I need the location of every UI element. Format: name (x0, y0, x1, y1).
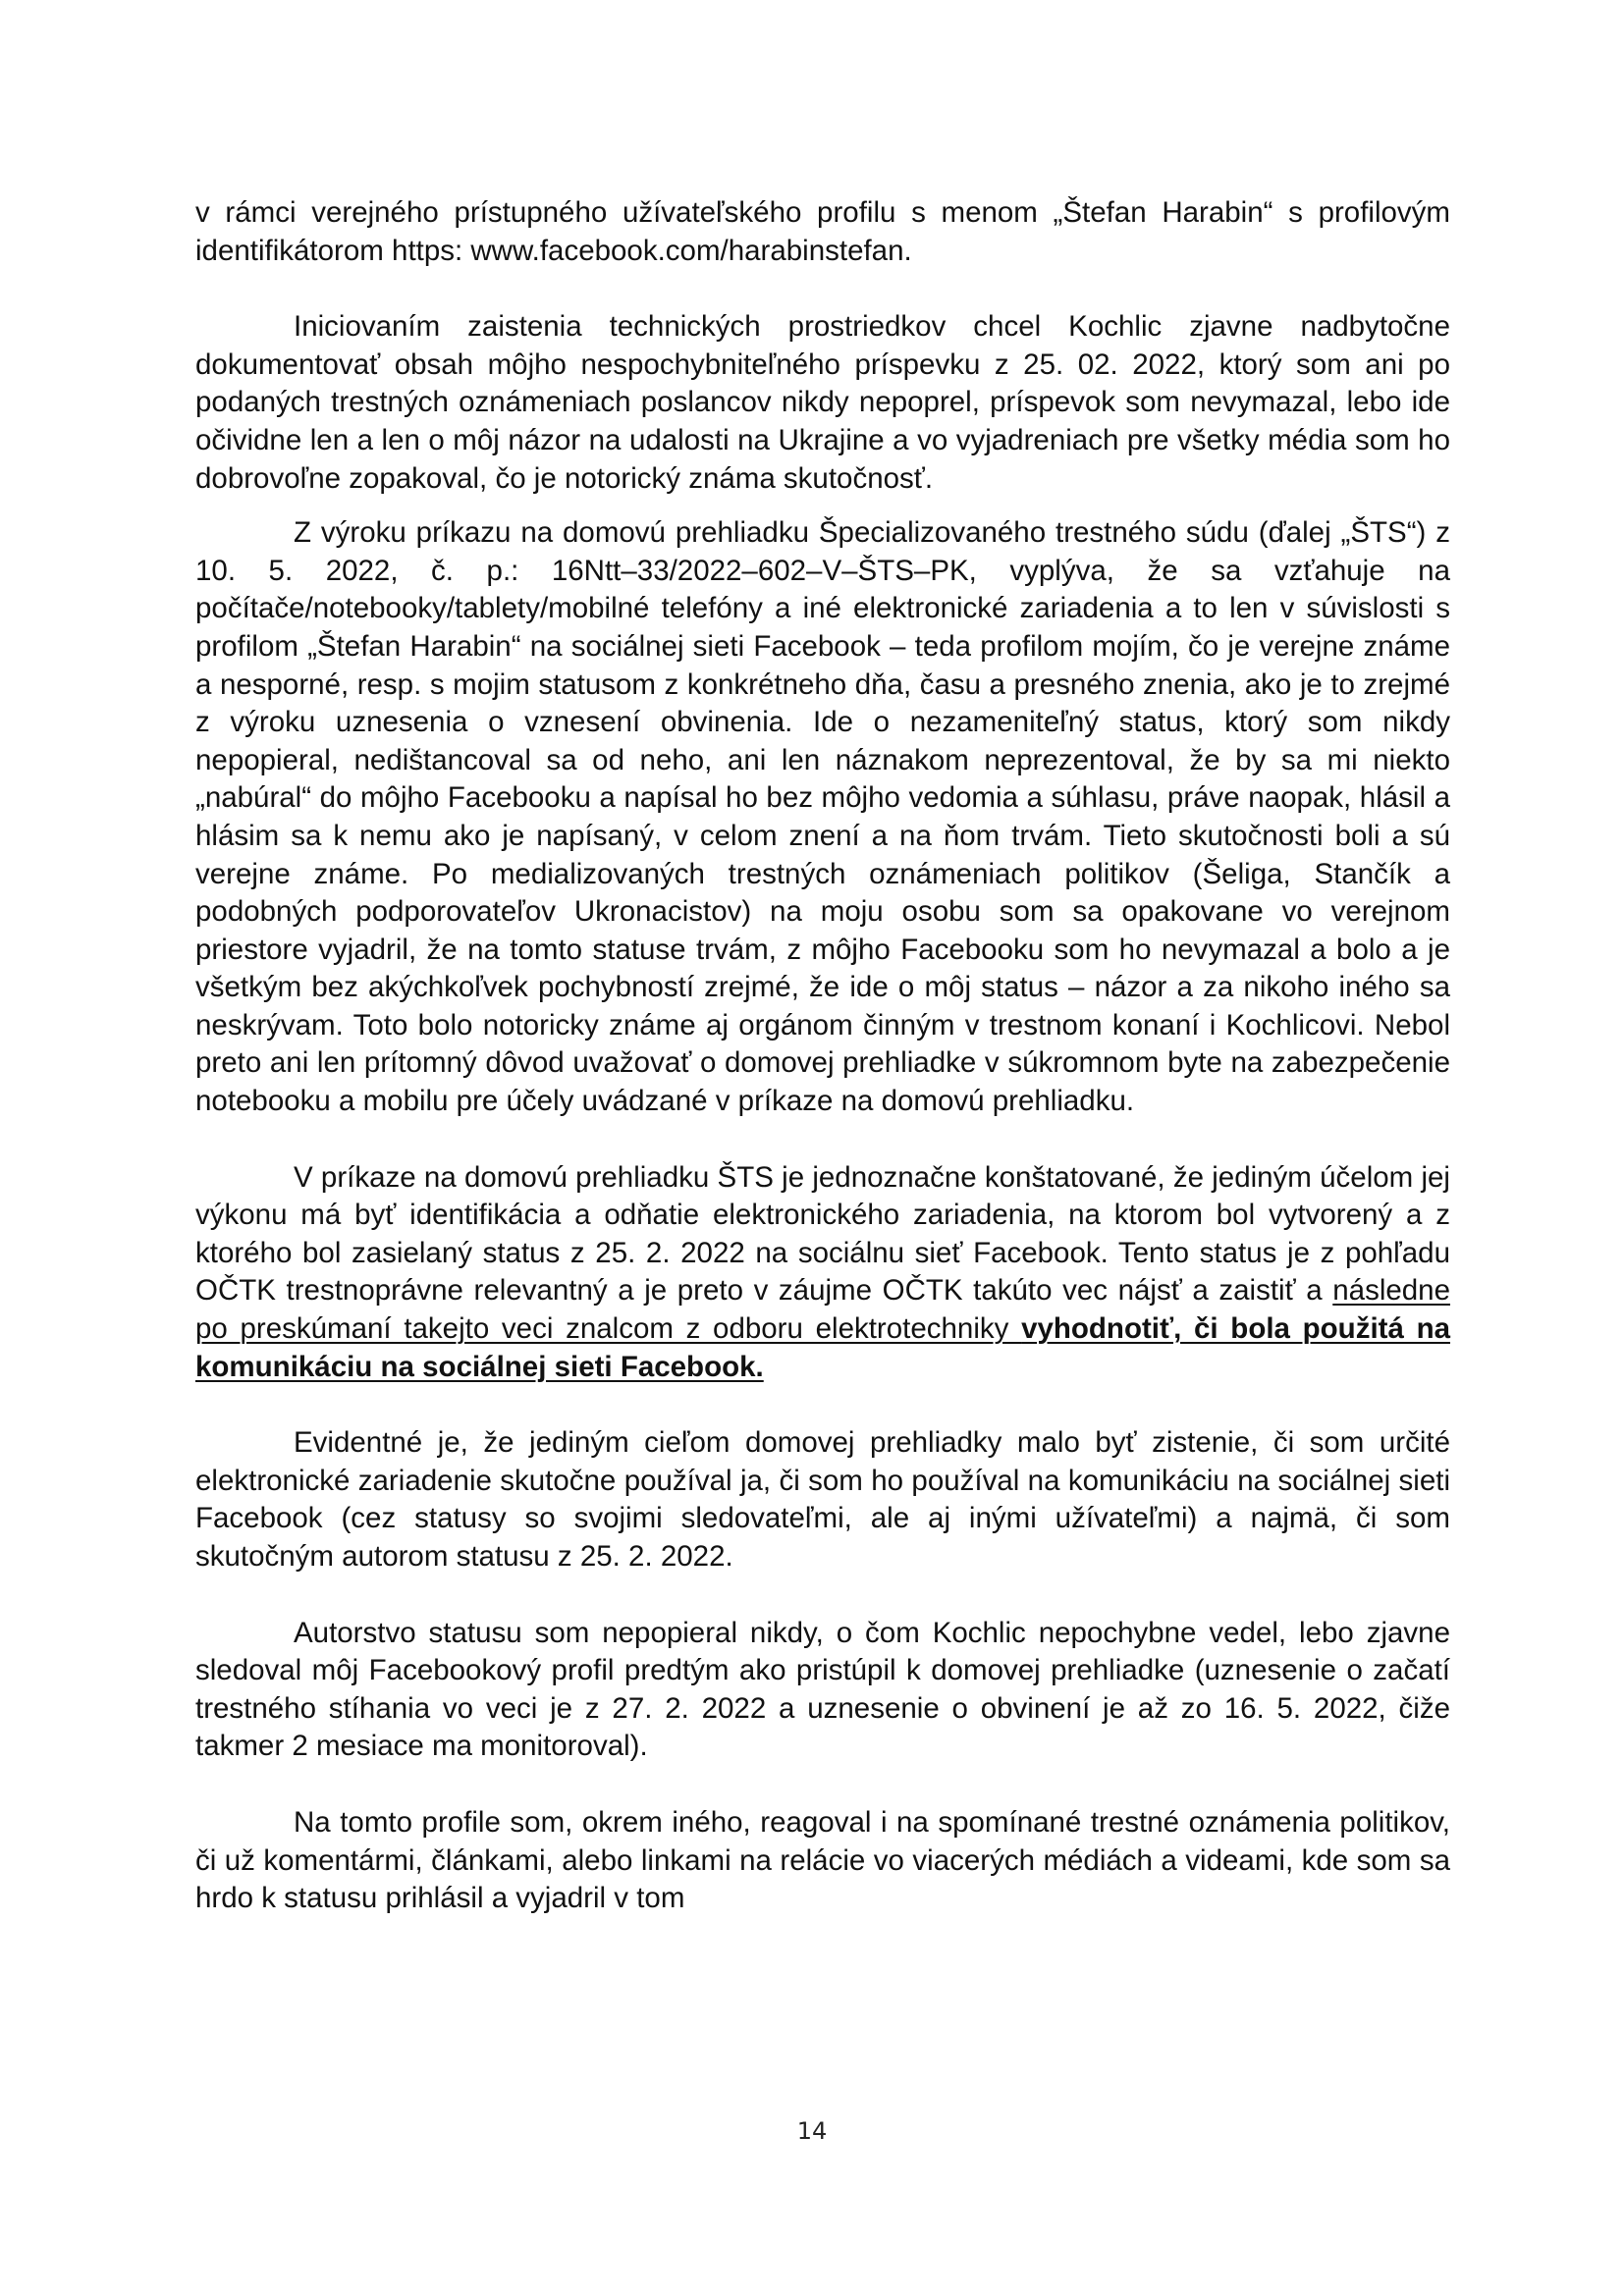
paragraph-4-text: V príkaze na domovú prehliadku ŠTS je jednoznačne konštatované, že jediným účelom jej výkonu má byť identifikácia a odňatie elektronického zariadenia, na ktorom bol vytvorený a z ktorého bol zasielaný status z 25. 2. 2022 na sociálnu sieť Facebook. Tento status je z pohľadu OČTK trestnoprávne relevantný a je preto v záujme OČTK takúto vec nájsť a zaistiť a (195, 1160, 1450, 1308)
page-number: 14 (796, 2117, 828, 2145)
paragraph-5: Evidentné je, že jediným cieľom domovej prehliadky malo byť zistenie, či som určité elektronické zariadenie skutočne používal ja, či som ho používal na komunikáciu na sociálnej sieti Facebook (cez statusy so svojimi sledovateľmi, ale aj inými užívateľmi) a najmä, či som skutočným autorom statusu z 25. 2. 2022. (195, 1426, 1450, 1573)
paragraph-4-underlined-text: následne po preskúmaní takejto veci znalcom z odboru elektrotechniky (195, 1274, 1450, 1346)
paragraph-7: Na tomto profile som, okrem iného, reagoval i na spomínané trestné oznámenia politikov, či už komentármi, článkami, alebo linkami na relácie vo viacerých médiách a videami, kde som sa hrdo k statusu prihlásil a vyjadril v tom (195, 1805, 1450, 1915)
paragraph-4 (195, 1159, 1450, 1387)
paragraph-3: Z výroku príkazu na domovú prehliadku Špecializovaného trestného súdu (ďalej „ŠTS“) z 10. 5. 2022, č. p.: 16Ntt–33/2022–602–V–ŠTS–PK, vyplýva, že sa vzťahuje na počítače/notebooky/tablety/mobilné telefóny a iné elektronické zariadenia a to len v súvislosti s profilom „Štefan Harabin“ na sociálnej sieti Facebook – teda profilom mojím, čo je verejne známe a nesporné, resp. s mojim statusom z konkrétneho dňa, času a presného znenia, ako je to zrejmé z výroku uznesenia o vznesení obvinenia. Ide o nezameniteľný status, ktorý som nikdy nepopieral, nedištancoval sa od neho, ani len náznakom neprezentoval, že by sa mi niekto „nabúral“ do môjho Facebooku a napísal ho bez môjho vedomia a súhlasu, práve naopak, hlásil a hlásim sa k nemu ako je napísaný, v celom znení a na ňom trvám. Tieto skutočnosti boli a sú verejne známe. Po medializovaných trestných oznámeniach politikov (Šeliga, Stančík a podobných podporovateľov Ukronacistov) na moju osobu som sa opakovane vo verejnom priestore vyjadril, že na tomto statuse trvám, z môjho Facebooku som ho nevymazal a bolo a je všetkým bez akýchkoľvek pochybností zrejmé, že ide o môj status – názor a za nikoho iného sa neskrývam. Toto bolo notoricky známe aj orgánom činným v trestnom konaní i Kochlicovi. Nebol preto ani len prítomný dôvod uvažovať o domovej prehliadke v súkromnom byte na zabezpečenie notebooku a mobilu pre účely uvádzané v príkaze na domovú prehliadku. (195, 516, 1450, 1118)
paragraph-6: Autorstvo statusu som nepopieral nikdy, o čom Kochlic nepochybne vedel, lebo zjavne sledoval môj Facebookový profil predtým ako pristúpil k domovej prehliadke (uznesenie o začatí trestného stíhania vo veci je z 27. 2. 2022 a uznesenie o obvinení je až zo 16. 5. 2022, čiže takmer 2 mesiace ma monitoroval). (195, 1616, 1450, 1763)
paragraph-2: Iniciovaním zaistenia technických prostriedkov chcel Kochlic zjavne nadbytočne dokumentovať obsah môjho nespochybniteľného príspevku z 25. 02. 2022, ktorý som ani po podaných trestných oznámeniach poslancov nikdy nepoprel, príspevok som nevymazal, lebo ide očividne len a len o môj názor na udalosti na Ukrajine a vo vyjadreniach pre všetky média som ho dobrovoľne zopakoval, čo je notorický známa skutočnosť. (195, 310, 1450, 495)
document-body (195, 194, 1450, 1918)
paragraph-4-bold-underlined-text: vyhodnotiť, či bola použitá na komunikáciu na sociálnej sieti Facebook. (195, 1312, 1450, 1383)
paragraph-1: v rámci verejného prístupného užívateľského profilu s menom „Štefan Harabin“ s profilovým identifikátorom https: www.facebook.com/harabinstefan. (195, 196, 1450, 267)
